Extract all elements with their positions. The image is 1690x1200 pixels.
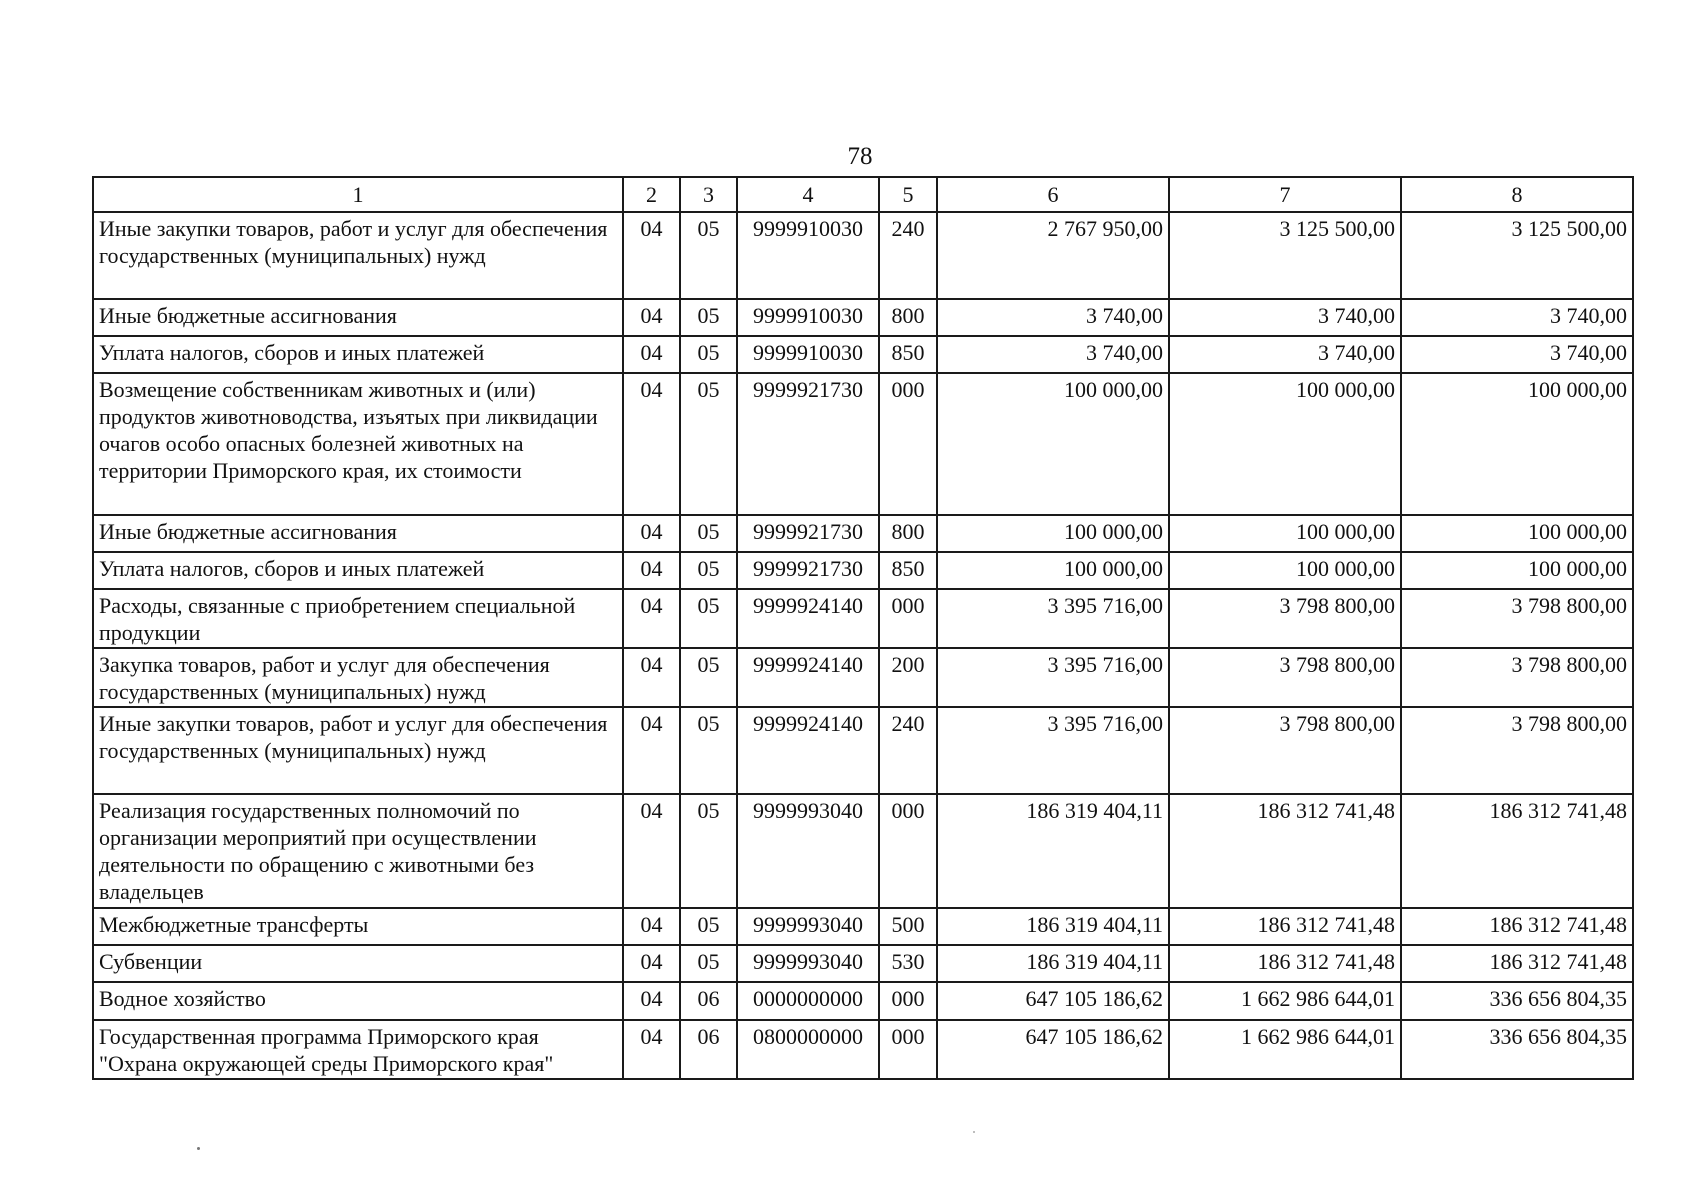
row-amount-2: 186 312 741,48 xyxy=(1169,945,1401,982)
row-target-code: 9999921730 xyxy=(737,373,879,515)
row-subsection: 05 xyxy=(680,794,737,908)
row-amount-2: 3 740,00 xyxy=(1169,336,1401,373)
row-amount-3: 186 312 741,48 xyxy=(1401,908,1633,945)
row-expense-type: 800 xyxy=(879,515,937,552)
row-amount-3: 3 125 500,00 xyxy=(1401,212,1633,299)
row-name: Иные закупки товаров, работ и услуг для обеспечения государственных (муниципальных) нужд xyxy=(93,212,623,299)
table-row xyxy=(93,908,1633,945)
row-expense-type: 850 xyxy=(879,552,937,589)
row-target-code: 9999993040 xyxy=(737,908,879,945)
row-amount-2: 3 798 800,00 xyxy=(1169,707,1401,794)
row-subsection: 05 xyxy=(680,373,737,515)
row-subsection: 05 xyxy=(680,945,737,982)
row-target-code: 9999993040 xyxy=(737,794,879,908)
col-header-7: 7 xyxy=(1169,177,1401,212)
row-subsection: 05 xyxy=(680,552,737,589)
col-header-1: 1 xyxy=(93,177,623,212)
table-row xyxy=(93,515,1633,552)
row-amount-1: 3 395 716,00 xyxy=(937,707,1169,794)
row-name: Субвенции xyxy=(93,945,623,982)
row-section: 04 xyxy=(623,908,680,945)
row-name: Межбюджетные трансферты xyxy=(93,908,623,945)
row-subsection: 05 xyxy=(680,707,737,794)
row-subsection: 05 xyxy=(680,212,737,299)
table-row xyxy=(93,945,1633,982)
row-amount-3: 186 312 741,48 xyxy=(1401,794,1633,908)
row-amount-1: 186 319 404,11 xyxy=(937,945,1169,982)
table-body xyxy=(93,212,1633,1079)
row-amount-3: 100 000,00 xyxy=(1401,373,1633,515)
row-amount-2: 100 000,00 xyxy=(1169,515,1401,552)
row-target-code: 9999921730 xyxy=(737,552,879,589)
row-name: Уплата налогов, сборов и иных платежей xyxy=(93,552,623,589)
row-amount-2: 1 662 986 644,01 xyxy=(1169,1020,1401,1079)
row-amount-3: 336 656 804,35 xyxy=(1401,982,1633,1020)
row-section: 04 xyxy=(623,336,680,373)
row-expense-type: 000 xyxy=(879,589,937,648)
row-name: Реализация государственных полномочий по организации мероприятий при осуществлении деятельности по обращению с животными без владельцев xyxy=(93,794,623,908)
row-amount-2: 186 312 741,48 xyxy=(1169,794,1401,908)
row-expense-type: 850 xyxy=(879,336,937,373)
row-name: Иные бюджетные ассигнования xyxy=(93,299,623,336)
page-number: 78 xyxy=(847,143,873,170)
table-row xyxy=(93,336,1633,373)
row-subsection: 05 xyxy=(680,336,737,373)
row-amount-3: 100 000,00 xyxy=(1401,515,1633,552)
row-section: 04 xyxy=(623,589,680,648)
scan-speck xyxy=(197,1147,200,1150)
row-amount-2: 100 000,00 xyxy=(1169,373,1401,515)
table-row xyxy=(93,1020,1633,1079)
row-section: 04 xyxy=(623,299,680,336)
row-amount-1: 3 395 716,00 xyxy=(937,589,1169,648)
row-amount-1: 100 000,00 xyxy=(937,515,1169,552)
row-expense-type: 240 xyxy=(879,212,937,299)
row-amount-3: 3 798 800,00 xyxy=(1401,589,1633,648)
row-name: Закупка товаров, работ и услуг для обеспечения государственных (муниципальных) нужд xyxy=(93,648,623,707)
row-amount-1: 100 000,00 xyxy=(937,552,1169,589)
row-amount-3: 186 312 741,48 xyxy=(1401,945,1633,982)
row-amount-1: 647 105 186,62 xyxy=(937,1020,1169,1079)
row-target-code: 9999910030 xyxy=(737,336,879,373)
row-amount-1: 186 319 404,11 xyxy=(937,908,1169,945)
row-amount-3: 100 000,00 xyxy=(1401,552,1633,589)
row-amount-3: 3 798 800,00 xyxy=(1401,648,1633,707)
col-header-6: 6 xyxy=(937,177,1169,212)
row-amount-3: 336 656 804,35 xyxy=(1401,1020,1633,1079)
row-amount-1: 3 740,00 xyxy=(937,336,1169,373)
row-amount-1: 186 319 404,11 xyxy=(937,794,1169,908)
row-name: Водное хозяйство xyxy=(93,982,623,1020)
row-section: 04 xyxy=(623,212,680,299)
header-row xyxy=(93,177,1633,212)
row-subsection: 05 xyxy=(680,589,737,648)
row-amount-1: 647 105 186,62 xyxy=(937,982,1169,1020)
row-expense-type: 500 xyxy=(879,908,937,945)
row-amount-2: 1 662 986 644,01 xyxy=(1169,982,1401,1020)
row-section: 04 xyxy=(623,1020,680,1079)
row-amount-2: 3 740,00 xyxy=(1169,299,1401,336)
row-subsection: 05 xyxy=(680,515,737,552)
row-target-code: 9999910030 xyxy=(737,299,879,336)
row-name: Иные закупки товаров, работ и услуг для обеспечения государственных (муниципальных) нужд xyxy=(93,707,623,794)
row-section: 04 xyxy=(623,794,680,908)
row-section: 04 xyxy=(623,982,680,1020)
table-row xyxy=(93,299,1633,336)
row-expense-type: 000 xyxy=(879,794,937,908)
row-subsection: 06 xyxy=(680,982,737,1020)
row-amount-3: 3 740,00 xyxy=(1401,336,1633,373)
table-row xyxy=(93,982,1633,1020)
table-row xyxy=(93,589,1633,648)
row-expense-type: 200 xyxy=(879,648,937,707)
row-section: 04 xyxy=(623,515,680,552)
row-target-code: 0800000000 xyxy=(737,1020,879,1079)
col-header-3: 3 xyxy=(680,177,737,212)
row-amount-3: 3 798 800,00 xyxy=(1401,707,1633,794)
table-row xyxy=(93,552,1633,589)
row-section: 04 xyxy=(623,552,680,589)
row-section: 04 xyxy=(623,648,680,707)
row-target-code: 9999910030 xyxy=(737,212,879,299)
table-row xyxy=(93,794,1633,908)
row-amount-1: 2 767 950,00 xyxy=(937,212,1169,299)
row-target-code: 9999921730 xyxy=(737,515,879,552)
row-amount-2: 3 798 800,00 xyxy=(1169,648,1401,707)
row-expense-type: 000 xyxy=(879,982,937,1020)
row-amount-3: 3 740,00 xyxy=(1401,299,1633,336)
table-row xyxy=(93,707,1633,794)
scan-speck xyxy=(973,1131,975,1133)
row-section: 04 xyxy=(623,373,680,515)
row-amount-1: 3 740,00 xyxy=(937,299,1169,336)
col-header-2: 2 xyxy=(623,177,680,212)
row-subsection: 06 xyxy=(680,1020,737,1079)
col-header-4: 4 xyxy=(737,177,879,212)
row-name: Расходы, связанные с приобретением специальной продукции xyxy=(93,589,623,648)
row-name: Государственная программа Приморского края "Охрана окружающей среды Приморского края" xyxy=(93,1020,623,1079)
row-section: 04 xyxy=(623,945,680,982)
row-expense-type: 000 xyxy=(879,1020,937,1079)
row-target-code: 9999993040 xyxy=(737,945,879,982)
row-target-code: 9999924140 xyxy=(737,707,879,794)
table-row xyxy=(93,212,1633,299)
row-target-code: 9999924140 xyxy=(737,589,879,648)
row-target-code: 0000000000 xyxy=(737,982,879,1020)
table-row xyxy=(93,373,1633,515)
row-amount-2: 100 000,00 xyxy=(1169,552,1401,589)
row-amount-1: 100 000,00 xyxy=(937,373,1169,515)
row-target-code: 9999924140 xyxy=(737,648,879,707)
budget-table xyxy=(92,176,1634,1080)
row-amount-2: 3 798 800,00 xyxy=(1169,589,1401,648)
row-expense-type: 240 xyxy=(879,707,937,794)
row-amount-2: 3 125 500,00 xyxy=(1169,212,1401,299)
row-expense-type: 530 xyxy=(879,945,937,982)
table-row xyxy=(93,648,1633,707)
row-amount-1: 3 395 716,00 xyxy=(937,648,1169,707)
row-name: Возмещение собственникам животных и (или) продуктов животноводства, изъятых при ликвидации очагов особо опасных болезней животных на территории Приморского края, их стоимости xyxy=(93,373,623,515)
row-section: 04 xyxy=(623,707,680,794)
row-expense-type: 000 xyxy=(879,373,937,515)
row-name: Иные бюджетные ассигнования xyxy=(93,515,623,552)
col-header-5: 5 xyxy=(879,177,937,212)
col-header-8: 8 xyxy=(1401,177,1633,212)
row-name: Уплата налогов, сборов и иных платежей xyxy=(93,336,623,373)
row-subsection: 05 xyxy=(680,908,737,945)
row-amount-2: 186 312 741,48 xyxy=(1169,908,1401,945)
row-subsection: 05 xyxy=(680,299,737,336)
row-expense-type: 800 xyxy=(879,299,937,336)
row-subsection: 05 xyxy=(680,648,737,707)
